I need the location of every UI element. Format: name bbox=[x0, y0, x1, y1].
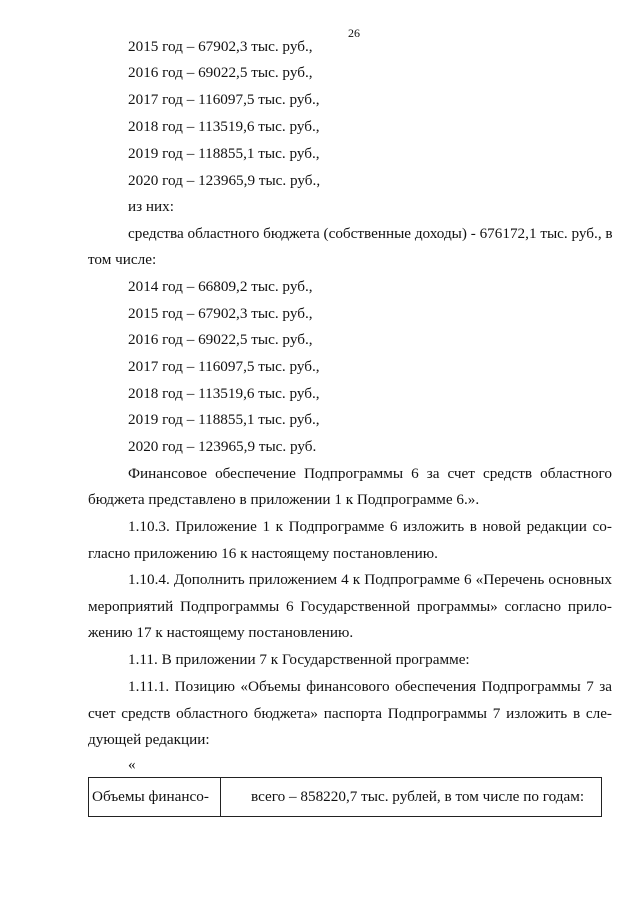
clause-1-10-3-line2: гласно приложению 16 к настоящему постановлению. bbox=[88, 545, 438, 562]
clause-1-11-1-line3: дующей редакции: bbox=[88, 731, 210, 748]
clause-1-10-4-line3: жению 17 к настоящему постановлению. bbox=[88, 624, 354, 641]
table-cell-value: всего – 858220,7 тыс. рублей, в том числе по годам: bbox=[251, 788, 585, 805]
year-line: 2016 год – 69022,5 тыс. руб., bbox=[128, 331, 313, 348]
quote-open-mark: « bbox=[128, 756, 136, 773]
clause-1-10-4-line2: мероприятий Подпрограммы 6 Государственной программы» согласно прило- bbox=[88, 598, 612, 615]
financing-table bbox=[88, 777, 602, 817]
year-line: 2020 год – 123965,9 тыс. руб., bbox=[128, 172, 321, 189]
year-line: 2015 год – 67902,3 тыс. руб., bbox=[128, 38, 313, 55]
financing-paragraph-line2: бюджета представлено в приложении 1 к Подпрограмме 6.». bbox=[88, 491, 480, 508]
iz-nih-label: из них: bbox=[128, 198, 174, 215]
year-line: 2018 год – 113519,6 тыс. руб., bbox=[128, 118, 320, 135]
year-line: 2016 год – 69022,5 тыс. руб., bbox=[128, 64, 313, 81]
clause-1-11: 1.11. В приложении 7 к Государственной программе: bbox=[128, 651, 470, 668]
regional-funds-text: средства областного бюджета (собственные доходы) - 676172,1 тыс. руб., в bbox=[128, 225, 613, 242]
regional-funds-text-cont: том числе: bbox=[88, 251, 157, 268]
year-line: 2019 год – 118855,1 тыс. руб., bbox=[128, 411, 320, 428]
year-line: 2018 год – 113519,6 тыс. руб., bbox=[128, 385, 320, 402]
year-line: 2014 год – 66809,2 тыс. руб., bbox=[128, 278, 313, 295]
year-line: 2019 год – 118855,1 тыс. руб., bbox=[128, 145, 320, 162]
clause-1-11-1-line1: 1.11.1. Позицию «Объемы финансового обеспечения Подпрограммы 7 за bbox=[128, 678, 612, 695]
clause-1-11-1-line2: счет средств областного бюджета» паспорта Подпрограммы 7 изложить в сле- bbox=[88, 705, 612, 722]
year-line: 2017 год – 116097,5 тыс. руб., bbox=[128, 91, 320, 108]
year-line: 2020 год – 123965,9 тыс. руб. bbox=[128, 438, 317, 455]
year-line: 2017 год – 116097,5 тыс. руб., bbox=[128, 358, 320, 375]
page-number: 26 bbox=[348, 26, 360, 40]
year-line: 2015 год – 67902,3 тыс. руб., bbox=[128, 305, 313, 322]
table-cell-label: Объемы финансо- bbox=[89, 778, 221, 816]
financing-paragraph-line1: Финансовое обеспечение Подпрограммы 6 за счет средств областного bbox=[128, 465, 612, 482]
clause-1-10-4-line1: 1.10.4. Дополнить приложением 4 к Подпрограмме 6 «Перечень основных bbox=[128, 571, 612, 588]
clause-1-10-3-line1: 1.10.3. Приложение 1 к Подпрограмме 6 изложить в новой редакции со- bbox=[128, 518, 612, 535]
